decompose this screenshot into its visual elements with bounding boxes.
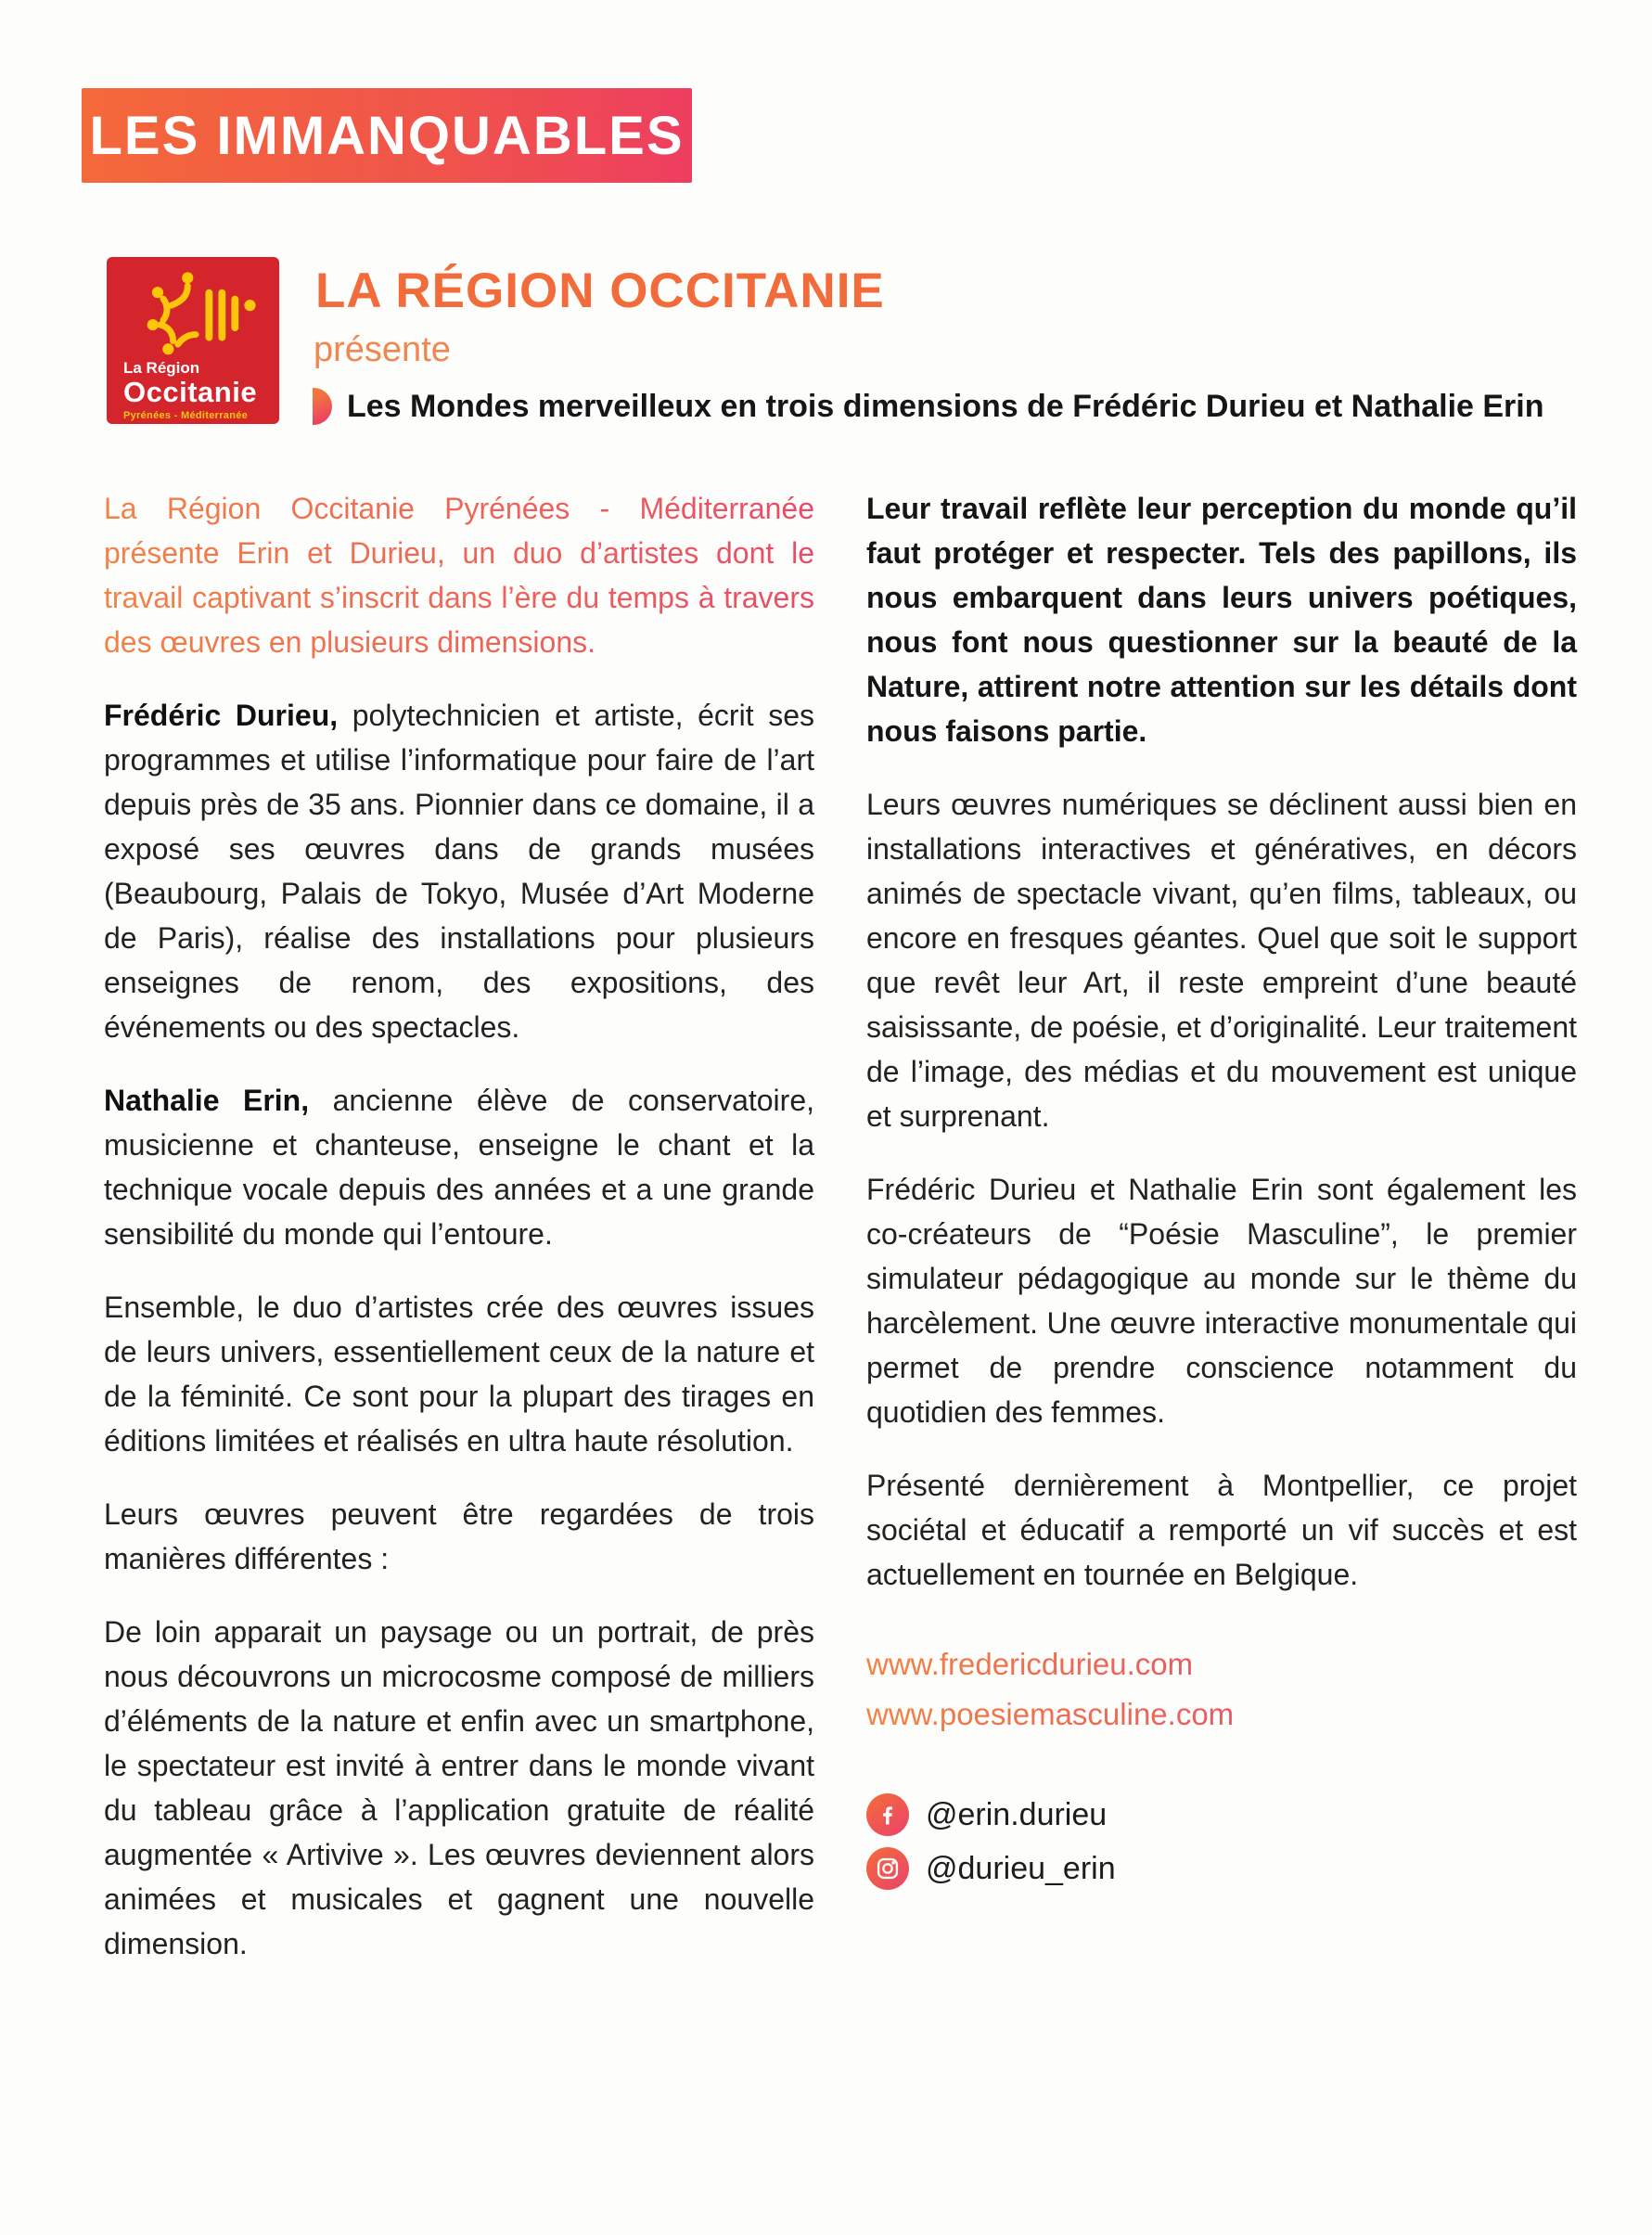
paragraph-oeuvres-numeriques: Leurs œuvres numériques se déclinent aussi bien en installations interactives et génératives, en décors animés de spectacle vivant, qu’en films, tableaux, ou encore en fresques géantes. Quel que soit le support que revêt leur Art, il reste empreint d’une beauté saisissante, de poésie, et d’originalité. Leur traitement de l’image, des médias et du mouvement est unique et surprenant. — [866, 788, 1577, 1133]
paragraph-montpellier: Présenté dernièrement à Montpellier, ce projet sociétal et éducatif a remporté un vif succès et est actuellement en tournée en Belgique. — [866, 1469, 1577, 1591]
article-subtitle: Les Mondes merveilleux en trois dimensions de Frédéric Durieu et Nathalie Erin — [347, 388, 1544, 424]
social-facebook[interactable] — [866, 1793, 1107, 1836]
website-link-poesiemasculine[interactable]: www.poesiemasculine.com — [866, 1689, 1234, 1740]
paragraph-lead: Nathalie Erin, — [104, 1084, 310, 1117]
left-column — [104, 486, 814, 1995]
logo-name: Occitanie — [123, 376, 258, 408]
paragraph-frederic-durieu — [104, 693, 814, 1049]
highlight-banner — [82, 88, 692, 183]
right-column — [866, 486, 1577, 1995]
logo-region-line: La Région — [123, 359, 200, 377]
logo-subline: Pyrénées - Méditerranée — [123, 410, 249, 421]
facebook-icon — [866, 1793, 909, 1836]
region-occitanie-logo — [107, 257, 279, 424]
paragraph-poesie-masculine: Frédéric Durieu et Nathalie Erin sont également les co-créateurs de “Poésie Masculine”, le premier simulateur pédagogique au monde sur le thème du harcèlement. Une œuvre interactive monumentale qui permet de prendre conscience notamment du quotidien des femmes. — [866, 1173, 1577, 1429]
paragraph-trois-manieres: Leurs œuvres peuvent être regardées de trois manières différentes : — [104, 1497, 814, 1575]
presents-label: présente — [314, 330, 451, 369]
paragraph-de-loin: De loin apparait un paysage ou un portrait, de près nous découvrons un microcosme composé de milliers d’éléments de la nature et enfin avec un smartphone, le spectateur est invité à entrer dans le monde vivant du tableau grâce à l’application gratuite de réalité augmentée « Artivive ». Les œuvres deviennent alors animées et musicales et gagnent une nouvelle dimension. — [104, 1615, 814, 1960]
instagram-icon — [866, 1847, 909, 1890]
article-columns — [104, 486, 1577, 1995]
occitan-cross-icon — [131, 268, 261, 357]
bullet-icon — [313, 388, 332, 425]
paragraph-leur-travail: Leur travail reflète leur perception du monde qu’il faut protéger et respecter. Tels des papillons, ils nous embarquent dans leurs univers poétiques, nous font nous questionner sur la beauté de la Nature, attirent notre attention sur les détails dont nous faisons partie. — [866, 492, 1577, 748]
paragraph-ensemble: Ensemble, le duo d’artistes crée des œuvres issues de leurs univers, essentiellement ceux de la nature et de la féminité. Ce sont pour la plupart des tirages en éditions limitées et réalisés en ultra haute résolution. — [104, 1291, 814, 1458]
banner-label: LES IMMANQUABLES — [89, 105, 685, 166]
paragraph-lead: Frédéric Durieu, — [104, 699, 339, 732]
intro-paragraph: La Région Occitanie Pyrénées - Méditerranée présente Erin et Durieu, un duo d’artistes dont le travail captivant s’inscrit dans l’ère du temps à travers des œuvres en plusieurs dimensions. — [104, 486, 814, 664]
instagram-handle: @durieu_erin — [926, 1850, 1116, 1886]
page-title: LA RÉGION OCCITANIE — [315, 263, 885, 318]
facebook-handle: @erin.durieu — [926, 1796, 1108, 1832]
website-link-fredericdurieu[interactable]: www.fredericdurieu.com — [866, 1639, 1193, 1689]
subtitle-row — [313, 388, 1574, 425]
social-links — [866, 1793, 1577, 1890]
paragraph-text: polytechnicien et artiste, écrit ses programmes et utilise l’informatique pour faire de l’art depuis près de 35 ans. Pionnier dans ce domaine, il a exposé ses œuvres dans de grands musées (Beaubourg, Palais de Tokyo, Musée d’Art Moderne de Paris), réalise des installations pour plusieurs enseignes de renom, des expositions, des événements ou des spectacles. — [104, 699, 815, 1044]
paragraph-nathalie-erin — [104, 1078, 814, 1256]
social-instagram[interactable] — [866, 1847, 1116, 1890]
paragraph-text: ancienne élève de conservatoire, musicienne et chanteuse, enseigne le chant et la technique vocale depuis des années et a une grande sensibilité du monde qui l’entoure. — [104, 1084, 814, 1251]
website-links — [866, 1639, 1577, 1740]
